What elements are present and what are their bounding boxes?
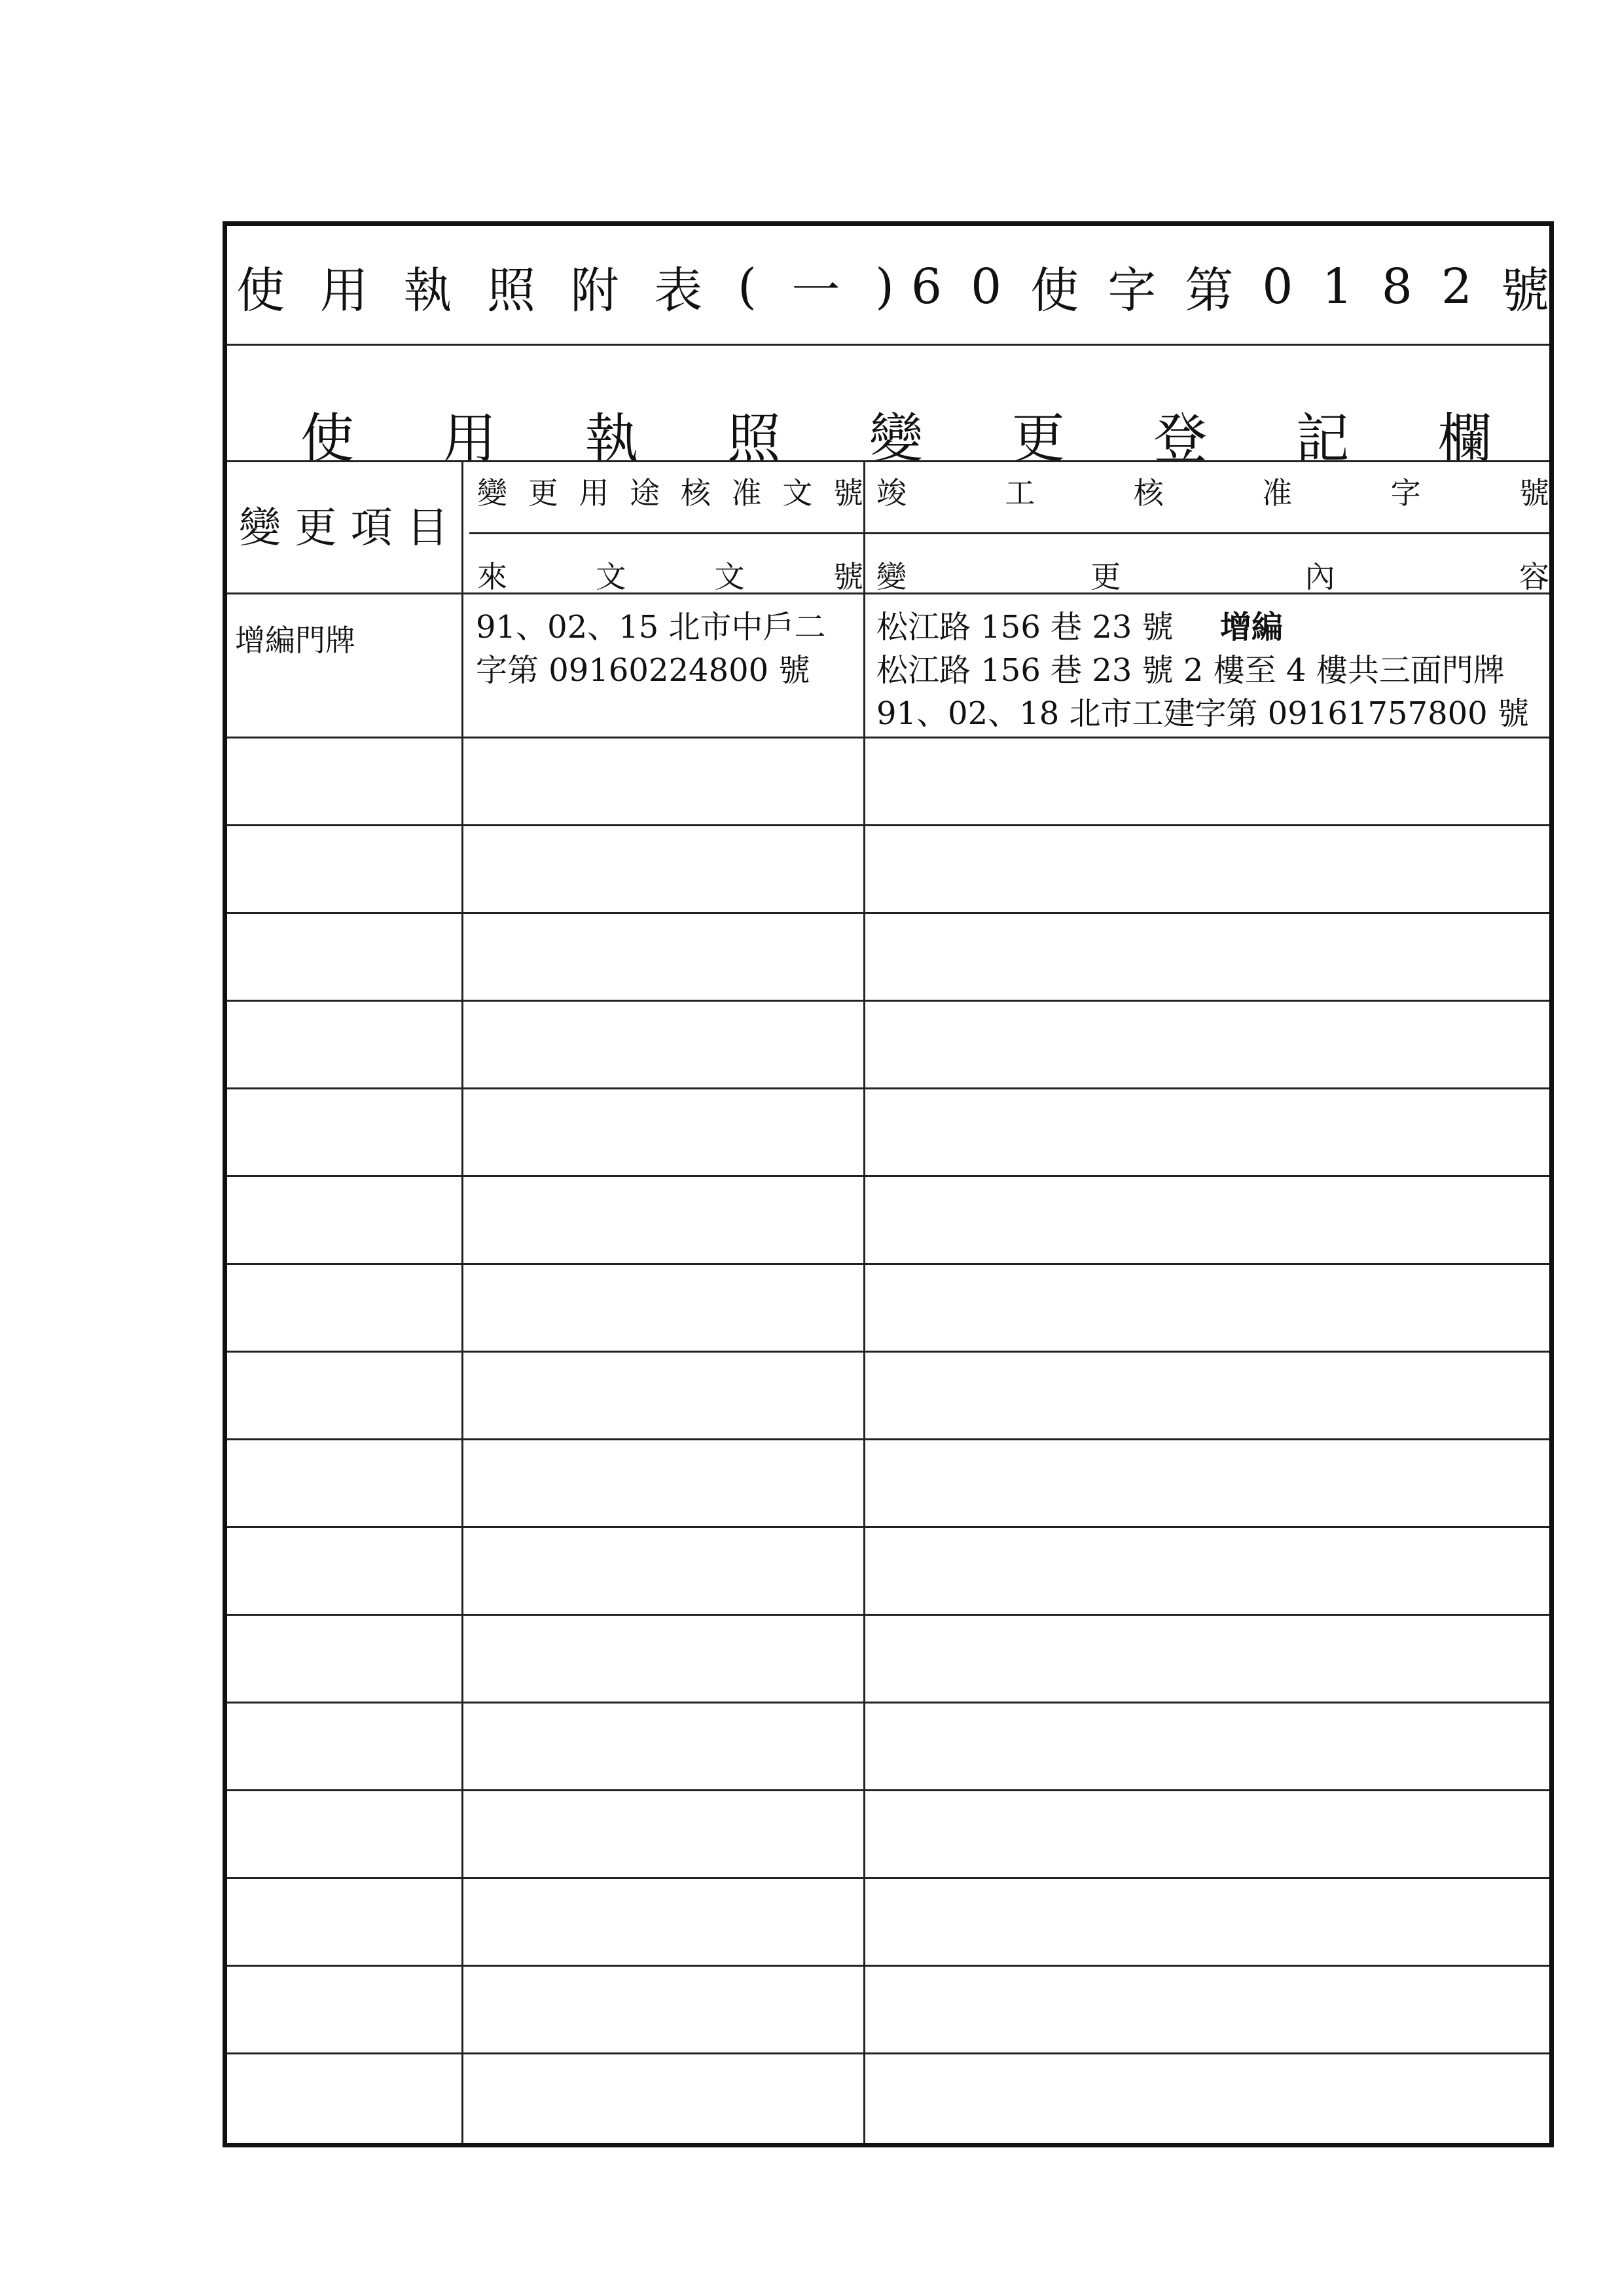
header-divider <box>227 592 1549 594</box>
section-heading-char: 記 <box>1295 408 1350 470</box>
row-divider <box>227 1000 1549 1002</box>
change-type: 增編 <box>1220 609 1284 646</box>
col-incoming-header-char: 文 <box>714 559 745 594</box>
change-item-header <box>239 494 448 555</box>
col-completion-header-char: 工 <box>1005 475 1035 511</box>
row-divider <box>227 1702 1549 1704</box>
col-content-header-char: 容 <box>1519 559 1549 594</box>
section-heading-char: 使 <box>300 408 355 470</box>
title-right-char: 字 <box>1107 263 1157 319</box>
col-approval-header-char: 准 <box>731 475 762 511</box>
title-right-char: 使 <box>1030 263 1079 319</box>
title-right-char: 0 <box>971 259 1002 315</box>
title-left-char: 用 <box>319 263 369 319</box>
section-heading-char: 變 <box>869 408 923 470</box>
title-right-char: 號 <box>1500 263 1549 319</box>
row-divider <box>227 1789 1549 1791</box>
col-completion-header-char: 核 <box>1133 475 1164 511</box>
completion-approval-header <box>876 469 1549 513</box>
col-incoming-header-char: 來 <box>477 559 507 594</box>
section-heading-char: 執 <box>584 408 639 470</box>
row-divider <box>227 1263 1549 1265</box>
change-item-cell: 增編門牌 <box>235 623 355 658</box>
title-right-char: 1 <box>1321 259 1353 315</box>
row-divider <box>227 2052 1549 2054</box>
title-right-char: 8 <box>1381 259 1412 315</box>
section-heading-char: 欄 <box>1437 408 1492 470</box>
section-heading-char: 用 <box>442 408 497 470</box>
incoming-doc-cell <box>476 606 826 692</box>
col-content-header-char: 變 <box>876 559 907 594</box>
change-line: 91、02、18 北市工建字第 09161757800 號 <box>876 695 1529 732</box>
title-left-char: 執 <box>403 263 452 319</box>
change-address: 松江路 156 巷 23 號 <box>876 609 1174 646</box>
change-content-header <box>876 553 1549 596</box>
col-content-header-char: 更 <box>1090 559 1121 594</box>
incoming-doc-header <box>477 553 863 596</box>
change-line <box>876 606 1529 649</box>
header-sub-divider <box>469 532 1549 534</box>
change-content-cell <box>876 606 1529 735</box>
title-right-char: 6 <box>911 259 943 315</box>
col-item-header-char: 項 <box>350 504 393 553</box>
col-completion-header-char: 號 <box>1519 475 1549 511</box>
col-incoming-header-char: 文 <box>596 559 626 594</box>
col-approval-header-char: 變 <box>477 475 507 511</box>
row-divider <box>227 1965 1549 1967</box>
row-divider <box>227 737 1549 738</box>
row-divider <box>227 1087 1549 1089</box>
row-divider <box>227 1877 1549 1879</box>
column-divider-1 <box>461 460 463 2143</box>
change-line: 松江路 156 巷 23 號 2 樓至 4 樓共三面門牌 <box>876 652 1505 689</box>
row-divider <box>227 824 1549 826</box>
title-left-char: ) <box>875 259 894 315</box>
title-left-char: 附 <box>570 263 619 319</box>
col-approval-header-char: 途 <box>630 475 660 511</box>
row-divider <box>227 1614 1549 1616</box>
col-completion-header-char: 竣 <box>876 475 907 511</box>
title-divider <box>227 344 1549 346</box>
section-heading-char: 登 <box>1153 408 1208 470</box>
title-right-char: 2 <box>1441 259 1472 315</box>
row-divider <box>227 1438 1549 1440</box>
title-right-char: 0 <box>1262 259 1293 315</box>
doc-line: 91、02、15 北市中戶二 <box>476 609 826 646</box>
col-approval-header-char: 用 <box>579 475 609 511</box>
row-divider <box>227 1526 1549 1528</box>
row-divider <box>227 1351 1549 1353</box>
permit-number <box>911 252 1549 321</box>
section-heading-char: 照 <box>727 408 781 470</box>
col-approval-header-char: 文 <box>782 475 813 511</box>
title-left-char: ( <box>737 259 757 315</box>
title-left-char: 使 <box>236 263 285 319</box>
col-approval-header-char: 號 <box>833 475 863 511</box>
title-left-char: 表 <box>654 263 703 319</box>
col-approval-header-char: 核 <box>680 475 711 511</box>
col-content-header-char: 內 <box>1304 559 1335 594</box>
col-item-header-char: 更 <box>295 504 337 553</box>
row-divider <box>227 912 1549 914</box>
approval-doc-header <box>477 469 863 513</box>
col-item-header-char: 變 <box>239 504 281 553</box>
col-incoming-header-char: 號 <box>833 559 863 594</box>
section-heading-char: 更 <box>1011 408 1066 470</box>
column-divider-2 <box>863 460 865 2143</box>
heading-divider <box>227 460 1549 462</box>
row-divider <box>227 1175 1549 1177</box>
title-right-char: 第 <box>1185 263 1234 319</box>
doc-line: 字第 09160224800 號 <box>476 652 810 689</box>
col-item-header-char: 目 <box>406 504 448 553</box>
usage-permit-form <box>223 221 1554 2147</box>
col-completion-header-char: 准 <box>1262 475 1293 511</box>
col-completion-header-char: 字 <box>1390 475 1421 511</box>
title-left-char: 照 <box>486 263 535 319</box>
col-approval-header-char: 更 <box>528 475 558 511</box>
title-left-char: 一 <box>791 263 840 319</box>
form-title <box>236 252 894 321</box>
